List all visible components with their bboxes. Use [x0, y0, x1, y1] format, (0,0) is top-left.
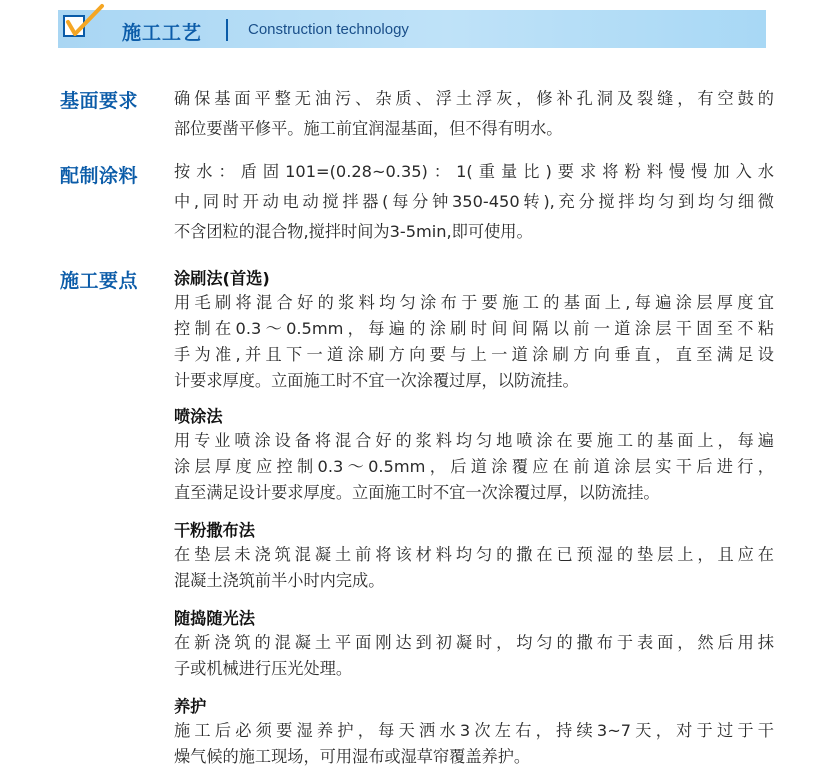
text-line: 按水：盾固101=(0.28~0.35)：1(重量比)要求将粉料慢慢加入水: [174, 162, 774, 181]
method-title: 涂刷法(首选): [174, 269, 270, 288]
method-title: 养护: [174, 697, 207, 716]
text-line: 手为准,并且下一道涂刷方向要与上一道涂刷方向垂直，直至满足设: [174, 345, 774, 364]
text-line: 混凝土浇筑前半小时内完成。: [174, 571, 385, 590]
text-line: 涂层厚度应控制0.3～0.5mm，后道涂覆应在前道涂层实干后进行，: [174, 457, 774, 476]
text-line: 在垫层未浇筑混凝土前将该材料均匀的撒在已预湿的垫层上，且应在: [174, 545, 774, 564]
method-curing: [174, 696, 774, 770]
text-line: 部位要凿平修平。施工前宜润湿基面，但不得有明水。: [174, 119, 563, 138]
method-trowel: [174, 608, 774, 682]
checkmark-logo-icon: [62, 2, 114, 46]
header-separator: [226, 19, 228, 41]
method-body: [174, 428, 774, 506]
section-label-substrate: 基面要求: [60, 90, 139, 112]
text-line: 在新浇筑的混凝土平面刚达到初凝时，均匀的撒布于表面，然后用抹: [174, 633, 774, 652]
method-body: [174, 290, 774, 394]
section-text-substrate: [174, 84, 774, 144]
page-title: 施工工艺: [122, 22, 203, 44]
method-spraying: [174, 406, 774, 506]
text-line: 中,同时开动电动搅拌器(每分钟350-450转),充分搅拌均匀到均匀细微: [174, 192, 774, 211]
text-line: 燥气候的施工现场，可用湿布或湿草帘覆盖养护。: [174, 747, 531, 766]
text-line: 子或机械进行压光处理。: [174, 659, 353, 678]
text-line: 控制在0.3～0.5mm，每遍的涂刷时间间隔以前一道涂层干固至不粘: [174, 319, 774, 338]
method-title: 随捣随光法: [174, 609, 255, 628]
text-line: 用毛刷将混合好的浆料均匀涂布于要施工的基面上,每遍涂层厚度宜: [174, 293, 774, 312]
section-text-mixing: [174, 157, 774, 247]
text-line: 不含团粒的混合物,搅拌时间为3-5min,即可使用。: [174, 222, 533, 241]
section-label-mixing: 配制涂料: [60, 165, 139, 187]
method-title: 干粉撒布法: [174, 521, 255, 540]
page-subtitle: Construction technology: [248, 21, 409, 38]
method-title: 喷涂法: [174, 407, 223, 426]
text-line: 用专业喷涂设备将混合好的浆料均匀地喷涂在要施工的基面上，每遍: [174, 431, 774, 450]
text-line: 施工后必须要湿养护，每天洒水3次左右，持续3~7天，对于过于干: [174, 721, 774, 740]
method-dry-powder: [174, 520, 774, 594]
text-line: 确保基面平整无油污、杂质、浮土浮灰，修补孔洞及裂缝，有空鼓的: [174, 89, 774, 108]
method-brushing: [174, 268, 774, 394]
method-body: [174, 630, 774, 682]
text-line: 直至满足设计要求厚度。立面施工时不宜一次涂覆过厚，以防流挂。: [174, 483, 660, 502]
method-body: [174, 718, 774, 770]
section-label-key-points: 施工要点: [60, 270, 139, 292]
method-body: [174, 542, 774, 594]
text-line: 计要求厚度。立面施工时不宜一次涂覆过厚，以防流挂。: [174, 371, 579, 390]
